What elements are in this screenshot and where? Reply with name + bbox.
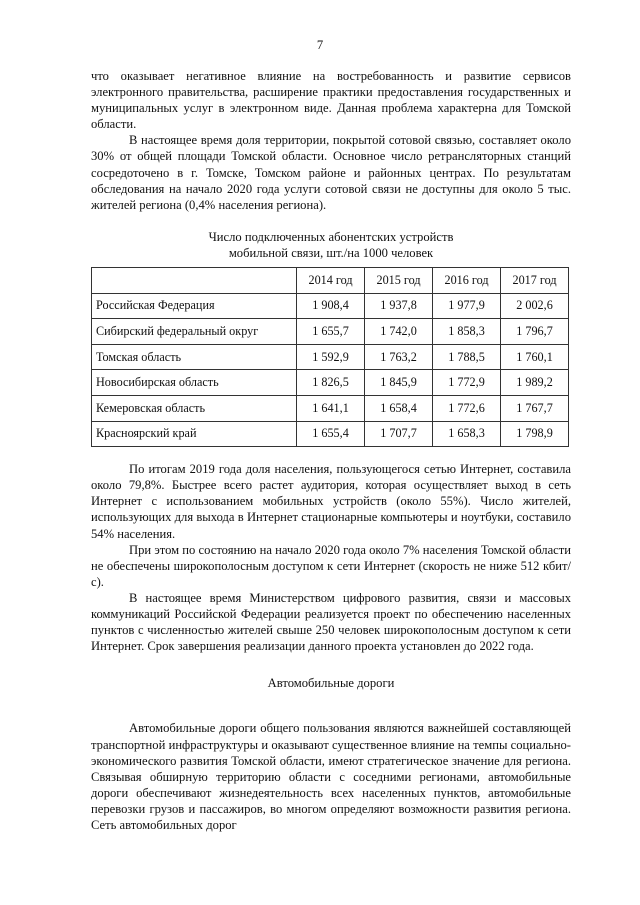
row-value: 1 788,5 [433,344,501,370]
row-value: 1 989,2 [501,370,569,396]
internet-paragraph-2: При этом по состоянию на начало 2020 года около 7% населения Томской области не обеспечены широкополосным доступом к сети Интернет (скорость не ниже 512 кбит/с). [91,542,571,589]
table-row [92,344,569,370]
row-value: 1 772,6 [433,396,501,422]
roads-paragraph: Автомобильные дороги общего пользования являются важнейшей составляющей транспортной инфраструктуры и оказывают существенное влияние на темпы социально-экономического развития Томской области, имеют стратегическое значение для региона. Связывая обширную территорию области с соседними регионами, автомобильные дороги обеспечивают жизнедеятельность всех населенных пунктов, автомобильные перевозки грузов и пассажиров, во многом определяют возможности развития региона. Сеть автомобильных дорог [91,721,571,832]
table-caption-line-1: Число подключенных абонентских устройств [208,229,454,244]
intro-paragraph-2: В настоящее время доля территории, покрытой сотовой связью, составляет около 30% от общей площади Томской области. Основное число ретрансляторных станций сосредоточено в г. Томске, Томском районе и районных центрах. По результатам обследования на начало 2020 года услуги сотовой связи не доступны для около 5 тыс. жителей региона (0,4% населения региона). [91,133,571,212]
table-caption [91,229,571,261]
table-row [92,421,569,447]
row-value: 1 641,1 [297,396,365,422]
intro-paragraph-1: что оказывает негативное влияние на востребованность и развитие сервисов электронного правительства, расширение практики предоставления государственных и муниципальных услуг в электронном виде. Данная проблема характерна для Томской области. [91,69,571,132]
row-value: 1 658,3 [433,421,501,447]
row-region: Российская Федерация [92,293,297,319]
row-value: 1 707,7 [365,421,433,447]
table-row [92,319,569,345]
row-value: 1 655,4 [297,421,365,447]
row-value: 1 658,4 [365,396,433,422]
table-row [92,396,569,422]
row-value: 1 826,5 [297,370,365,396]
row-value: 1 798,9 [501,421,569,447]
row-value: 2 002,6 [501,293,569,319]
row-region: Красноярский край [92,421,297,447]
header-year-2015: 2015 год [365,268,433,294]
mobile-devices-table [91,267,569,447]
row-value: 1 858,3 [433,319,501,345]
table-row [92,293,569,319]
row-value: 1 977,9 [433,293,501,319]
row-value: 1 937,8 [365,293,433,319]
row-value: 1 760,1 [501,344,569,370]
header-year-2016: 2016 год [433,268,501,294]
page-number: 7 [316,38,324,52]
internet-section [91,461,571,654]
row-region: Кемеровская область [92,396,297,422]
row-value: 1 763,2 [365,344,433,370]
row-value: 1 655,7 [297,319,365,345]
row-value: 1 767,7 [501,396,569,422]
row-region: Новосибирская область [92,370,297,396]
row-value: 1 772,9 [433,370,501,396]
row-value: 1 796,7 [501,319,569,345]
page-content [91,68,571,833]
header-year-2014: 2014 год [297,268,365,294]
row-region: Томская область [92,344,297,370]
header-year-2017: 2017 год [501,268,569,294]
row-value: 1 742,0 [365,319,433,345]
row-value: 1 592,9 [297,344,365,370]
internet-paragraph-3: В настоящее время Министерством цифрового развития, связи и массовых коммуникаций Российской Федерации реализуется проект по обеспечению населенных пунктов с численностью жителей свыше 250 человек широкополосным доступом к сети Интернет. Срок завершения реализации данного проекта установлен до 2022 года. [91,590,571,654]
table-header-row [92,268,569,294]
roads-section [91,720,571,833]
row-region: Сибирский федеральный округ [92,319,297,345]
table-caption-line-2: мобильной связи, шт./на 1000 человек [228,245,434,260]
header-region-cell [92,268,297,294]
table-row [92,370,569,396]
row-value: 1 908,4 [297,293,365,319]
row-value: 1 845,9 [365,370,433,396]
internet-paragraph-1: По итогам 2019 года доля населения, пользующегося сетью Интернет, составила около 79,8%. Быстрее всего растет аудитория, которая осуществляет выход в сеть Интернет с использованием мобильных устройств (около 55%). Число жителей, использующих для выхода в Интернет стационарные компьютеры и ноутбуки, составило 54% населения. [91,462,571,541]
section-heading: Автомобильные дороги [267,676,395,691]
